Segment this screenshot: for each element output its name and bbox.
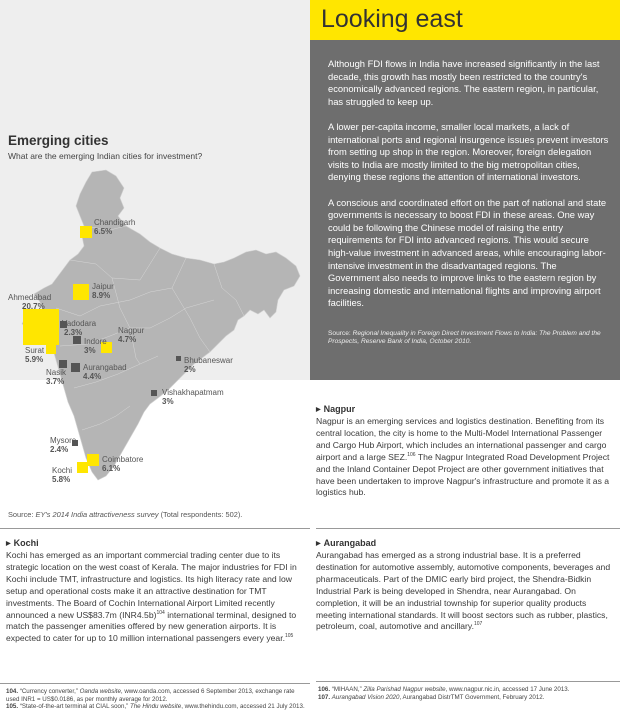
city-name: Coimbatore: [102, 455, 144, 464]
city-name: Nagpur: [118, 326, 145, 335]
divider-left: [0, 528, 310, 529]
footnote-post: , www.thehindu.com, accessed 21 July 2013.: [181, 703, 305, 711]
triangle-bullet-icon: ▶: [316, 407, 321, 413]
footnote-number: 107.: [318, 693, 331, 701]
city-marker-nasik: [59, 360, 67, 368]
city-marker-bhubaneswar: [176, 356, 181, 361]
aurangabad-heading-text: Aurangabad: [323, 538, 377, 548]
title-banner: [310, 0, 620, 40]
city-pct: 4.4%: [83, 372, 102, 382]
panel-paragraph: A lower per-capita income, smaller local markets, a lack of international ports and regional insurgence issues prevent investors from setting up shop in the region. Moreover, foreign delegation visits to India are mostly limited to the big metropolitan cities, denying these regions the attention of international investors.: [328, 120, 609, 183]
footnotes-left: [6, 688, 306, 711]
footnote-post: , www.oanda.com, accessed 6 September 2013, exchange rate used INR1 = US$0.0186, as per monthly average for 2012.: [6, 688, 295, 703]
city-name: Kochi: [52, 466, 73, 475]
city-label-vishakhapatmam: [162, 388, 224, 406]
footnote-divider-left: [0, 683, 310, 684]
aurangabad-body-1: Aurangabad has emerged as a strong industrial base. It is a preferred destination for automotive assembly, automotive components, beverages and pharmaceuticals. Part of the DMIC early bird project, the Shendra-Bidkin Industrial Park is being developed in Shendra, near Aurangabad. On completion, it will be an industrial township for superior quality products meeting international standards. It will boost sectors such as rubber, plastics, petroleum, coal, automotive and ancillary.: [316, 550, 611, 632]
city-name: Ahmedabad: [8, 293, 52, 302]
city-marker-vishakhapatmam: [151, 390, 157, 396]
kochi-body-1: Kochi has emerged as an important commercial trading center due to its strategic location on the west coast of Kerala. The major industries for FDI in Kochi include TMT, infrastructure and logistics. Its high literacy rate and low setup and operational costs make it an attractive destination for TMT investments. The Board of Cochin International Airport Limited recently announced a new US$83.7m (INR4.5b): [6, 550, 297, 620]
footnote-source: Aurangabad Vision 2020: [331, 693, 400, 701]
city-pct: 8.9%: [92, 291, 111, 301]
footnote-pre: “MIHAAN,”: [330, 686, 364, 693]
city-pct: 3%: [162, 397, 174, 407]
kochi-heading: [6, 538, 310, 548]
city-pct: 2.4%: [50, 445, 69, 455]
side-panel-text: [328, 58, 610, 322]
divider-right: [316, 528, 620, 529]
footnote-source: The Hindu website: [129, 703, 182, 711]
footnotes-right: [318, 686, 618, 701]
kochi-section: [6, 538, 310, 645]
survey-source-title: EY's 2014 India attractiveness survey: [35, 510, 159, 519]
aurangabad-heading: [316, 538, 618, 548]
city-label-nasik: [46, 368, 66, 386]
city-label-bhubaneswar: [184, 356, 233, 374]
footnote-number: 105.: [6, 703, 19, 711]
nagpur-body-2: The Nagpur Integrated Road Development Project and the Inland Container Depot Project are other government initiatives that have been undertaken to improve Nagpur's infrastructure and promote it as a logistics hub.: [316, 451, 610, 498]
survey-source: [8, 510, 242, 519]
city-label-nagpur: [118, 326, 144, 344]
city-pct: 2.3%: [64, 328, 83, 338]
page-title: Looking east: [321, 5, 463, 33]
city-label-indore: [84, 337, 107, 355]
footnote-pre: “State-of-the-art terminal at CIAL soon,”: [18, 703, 130, 711]
city-label-mysore: [50, 436, 76, 454]
footnote-105: [6, 703, 306, 711]
nagpur-body: [316, 416, 616, 499]
city-pct: 5.9%: [25, 355, 44, 365]
footnote-ref: 107: [473, 621, 483, 628]
footnote-post: , Aurangabad DistrTMT Government, February 2012.: [399, 693, 545, 701]
kochi-heading-text: Kochi: [13, 538, 39, 548]
city-name: Surat: [25, 346, 45, 355]
survey-source-prefix: Source:: [8, 510, 36, 519]
nagpur-body-1: Nagpur is an emerging services and logistics destination. Benefiting from its central location, the city is home to the Multi-Model International Passenger and Cargo Hub Airport, which includes an international passenger and cargo airport and a large SEZ.: [316, 416, 607, 462]
city-label-vadodara: [62, 319, 96, 337]
city-pct: 5.8%: [52, 475, 71, 485]
city-pct: 2%: [184, 365, 196, 375]
survey-source-suffix: (Total respondents: 502).: [158, 510, 243, 519]
nagpur-section: [316, 404, 616, 499]
footnote-source: Oanda website: [79, 688, 121, 695]
city-marker-coimbatore: [87, 454, 99, 466]
panel-paragraph: Although FDI flows in India have increased significantly in the last decade, this growth has mostly been restricted to the country's economically advanced regions. The eastern region, in particular, has struggled to keep up.: [328, 58, 600, 107]
triangle-bullet-icon: ▶: [6, 541, 11, 547]
footnote-post: , www.nagpur.nic.in, accessed 17 June 2013.: [445, 686, 570, 693]
city-name: Chandigarh: [94, 218, 136, 227]
nagpur-heading-text: Nagpur: [323, 404, 356, 414]
kochi-body: [6, 550, 310, 645]
city-marker-chandigarh: [80, 226, 92, 238]
kochi-body-2: international terminal, designed to match the passenger amenities offered by new generation airports. It is expected to cater for up to 10 million international passengers every year.: [6, 609, 297, 644]
city-name: Aurangabad: [83, 363, 127, 372]
footnote-ref: 105: [284, 633, 294, 640]
city-name: Indore: [84, 337, 107, 346]
city-label-jaipur: [92, 282, 114, 300]
panel-source-label: Source:: [328, 330, 351, 337]
city-label-chandigarh: [94, 218, 135, 236]
city-label-coimbatore: [102, 455, 143, 473]
footnote-104: [6, 688, 306, 703]
footnote-source: Zilla Parishad Nagpur website: [363, 686, 446, 693]
city-name: Jaipur: [92, 282, 114, 291]
city-pct: 3.7%: [46, 377, 65, 387]
city-name: Vadodara: [62, 319, 97, 328]
city-pct: 4.7%: [118, 335, 137, 345]
emerging-cities-title: Emerging cities: [8, 133, 109, 148]
city-name: Bhubaneswar: [184, 356, 233, 365]
panel-paragraph: A conscious and coordinated effort on the part of national and state governments is necessary to boost FDI in these areas. One way could be following the Chinese model of raising the entry requirements for FDI into advanced regions. This would secure high-value investment in advanced areas, while encouraging labor-intensive investment in the disadvantaged regions. The Government also needs to improve links to the eastern region by increasing domestic and international flights and improving airport facilities.: [328, 196, 607, 309]
footnote-ref: 104: [156, 609, 165, 616]
city-label-ahmedabad: [8, 293, 51, 311]
city-marker-aurangabad: [71, 363, 80, 372]
emerging-cities-subtitle: What are the emerging Indian cities for investment?: [8, 151, 203, 161]
footnote-pre: “Currency converter,”: [18, 688, 80, 695]
footnote-106: [318, 686, 618, 694]
footnote-number: 106.: [318, 686, 331, 693]
city-name: Nasik: [46, 368, 67, 377]
city-label-kochi: [52, 466, 72, 484]
city-name: Mysore: [50, 436, 77, 445]
panel-source: [328, 330, 610, 346]
city-marker-ahmedabad: [23, 309, 59, 345]
nagpur-heading: [316, 404, 616, 414]
city-marker-surat: [46, 344, 56, 354]
aurangabad-section: [316, 538, 618, 633]
city-label-surat: [25, 346, 44, 364]
city-pct: 6.1%: [102, 464, 121, 474]
panel-source-text: Regional Inequality in Foreign Direct Investment Flows to India: The Problem and the Prospects, Reserve Bank of India, October 2010.: [328, 330, 601, 346]
aurangabad-body: [316, 550, 618, 633]
city-name: Vishakhapatmam: [162, 388, 224, 397]
city-pct: 6.5%: [94, 227, 113, 237]
city-marker-jaipur: [73, 284, 89, 300]
city-marker-kochi: [77, 462, 88, 473]
city-pct: 20.7%: [22, 302, 45, 312]
city-pct: 3%: [84, 346, 96, 356]
triangle-bullet-icon: ▶: [316, 541, 321, 547]
city-label-aurangabad: [83, 363, 127, 381]
footnote-divider-right: [316, 681, 620, 682]
footnote-ref: 106: [407, 451, 416, 458]
footnote-107: [318, 694, 618, 702]
footnote-number: 104.: [6, 688, 19, 695]
